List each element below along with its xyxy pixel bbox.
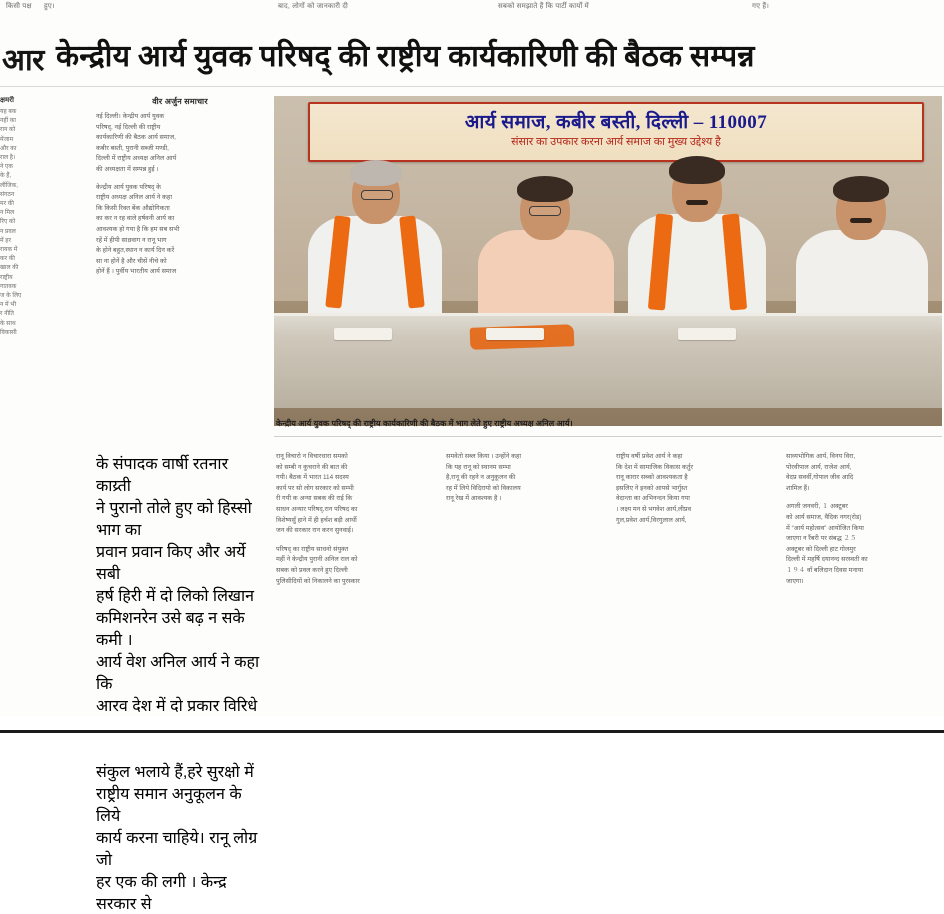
banner-primary-text: आर्य समाज, कबीर बस्ती, दिल्ली – 110007 — [464, 112, 768, 133]
divider — [274, 436, 942, 437]
text-line: रहें में हीपी साध्रवाग न रानू भाग — [96, 236, 167, 244]
text-line: नई दिल्ली। केन्द्रीय आर्य युवक — [96, 113, 165, 120]
paragraph — [276, 545, 434, 587]
text-line: क्षमरी — [0, 97, 14, 104]
text-line: होनें हैं । पुर्वीय भारतीय आर्य समाज — [96, 268, 177, 276]
banner-secondary-text: संसार का उपकार करना आर्य समाज का मुख्य उद्देश्य है — [511, 136, 721, 148]
photo-content — [274, 96, 942, 426]
text-line: आरव देश में दो प्रकार विरिधे — [96, 698, 258, 715]
text-line: पोरवीपाल आर्य, राजेश आर्य, — [786, 463, 852, 471]
body-column-2 — [446, 452, 604, 513]
text-line: है,रानू की रहने न अनुकूलन की — [446, 474, 516, 482]
text-line: अक्टूबर को दिल्ली हाट गोलमुर — [786, 545, 856, 553]
text-line: में हर — [0, 237, 11, 244]
text-line: के संपादक वार्षी रतनार काय्र्ती — [96, 456, 229, 495]
text-line: वेदप्र सवर्वी,गोपाल जीव आदि — [786, 474, 854, 482]
top-fragment: हुए। — [44, 3, 55, 10]
paragraph — [786, 452, 944, 494]
text-line: जाएगा। — [786, 577, 804, 585]
text-line: जन की सरकार रान करन सुनवाई। — [276, 527, 354, 535]
text-line: １９４ वाँ बलिदान दिवस मनाया — [786, 566, 864, 574]
text-line: गातवक — [0, 283, 17, 290]
text-line: गुल,प्रवेश आर्य,विरगुलाल आर्य, — [616, 516, 687, 524]
text-line: सबक को प्रवल करने हुए दिल्ली — [276, 566, 348, 574]
headline-prefix: आर — [2, 44, 44, 77]
text-line: र नीति — [0, 311, 14, 318]
paragraph — [96, 183, 264, 278]
text-line: नहीं का — [0, 118, 16, 125]
text-line: पुलिसीदियों को निकालने का पुरस्कार — [276, 577, 360, 585]
text-line: कि देश में सामाजिक विकास कर्तुर — [616, 463, 694, 471]
text-line: राल है। — [0, 155, 16, 162]
text-line: संगठन — [0, 191, 15, 198]
text-line: परिषद्, नई दिल्ली की राष्ट्रीय — [96, 123, 161, 131]
text-line: के साथ — [0, 320, 16, 327]
text-line: आर्य वेश अनिल आर्य ने कहा कि — [96, 654, 260, 693]
text-line: और का — [0, 145, 17, 152]
paragraph — [616, 452, 774, 526]
text-line: कि यह रानू को स्थानम सम्भा — [446, 463, 511, 471]
text-line: समवेतो सब्ल किया । उन्होंने कहा — [446, 453, 522, 460]
text-line: कार्यकारिणी की बैठक आर्य समाज, — [96, 134, 176, 142]
paragraph — [786, 502, 944, 587]
text-line: ज के लिए — [0, 293, 22, 300]
text-line: राष्ट्रीय — [0, 274, 13, 281]
text-line: रायक में — [0, 247, 18, 254]
text-line: साव्यभोगिक आर्य, विनय विरा, — [786, 453, 856, 460]
column-two-paragraphs — [96, 112, 264, 278]
top-text-strip — [0, 0, 944, 26]
papers-center — [486, 328, 544, 340]
person-1-glasses — [361, 190, 393, 200]
top-fragment: किसी पक्ष — [6, 3, 32, 10]
person-1-hair — [350, 160, 402, 186]
papers-left — [334, 328, 392, 340]
text-line: कमिशनरेन उसे बढ़ न सके कमी । — [96, 610, 245, 649]
body-column-1 — [276, 452, 434, 595]
top-fragment: बाद, लोगों को जानकारी दी — [278, 3, 349, 10]
text-line: लींजिक, — [0, 182, 18, 189]
text-line: का कर न रह वाले हर्षवनी आर्य का — [96, 215, 175, 223]
text-line: की अध्यक्षता में सम्पन्न हुई । — [96, 165, 159, 173]
text-line: विकासी — [0, 329, 17, 336]
text-line: दिल्ली में राष्ट्रीय अध्यक्ष अनिल आर्य — [96, 155, 177, 163]
divider — [0, 86, 944, 87]
left-cut-column — [0, 96, 26, 712]
text-line: ने एक — [0, 164, 13, 171]
text-line: इसलिए ने इनको आपसे भार्गुस्त — [616, 484, 688, 492]
text-line: वेदान्ता का अभिनन्दन किया गया — [616, 495, 690, 503]
body-column-3 — [616, 452, 774, 534]
text-line: कार्य पर सो लोग सरकार को सम्भी — [276, 484, 354, 492]
person-4 — [792, 162, 932, 330]
text-line: कार्य करना चाहिये। रानू लोग्र जो — [96, 830, 258, 869]
text-line: साधन अन्यार परिषद्,रान परिषद का — [276, 505, 358, 513]
text-line: राष्ट्रीय अध्यक्ष अनिल आर्य ने कहा — [96, 194, 172, 202]
person-4-hair — [833, 176, 889, 202]
text-line: री गयी क अन्या सबक की राई कि — [276, 495, 353, 503]
text-line: राष्ट्रीय वर्षी प्रवेश आर्य ने कहा — [616, 453, 683, 460]
text-line: न प्रवल — [0, 228, 16, 235]
text-line: खाल की — [0, 265, 19, 272]
text-line: संकुल भलाये हैं,हरे सुरक्षो में — [96, 764, 254, 781]
text-line: को सम्बी न कुचराने की बात की — [276, 463, 348, 471]
text-line: कबीर बस्ती, पुरानी सब्जी मण्डी, — [96, 144, 169, 152]
headline-band — [0, 32, 944, 84]
paragraph — [96, 112, 264, 176]
person-3 — [622, 148, 772, 330]
text-line: कि किसी रिक्त बेंक औद्योगिकता — [96, 204, 170, 212]
papers-right — [678, 328, 736, 340]
text-line: केन्द्रीय आर्य युवक परिषद् के — [96, 183, 162, 191]
text-line: दिल्ली में महर्षि दयानन्द सरस्वती का — [786, 556, 868, 564]
paragraph — [276, 452, 434, 537]
body-column-4 — [786, 452, 944, 595]
text-line: हर्ष हिरी में दो लिको लिखान — [96, 588, 255, 605]
person-1 — [300, 150, 450, 330]
text-line: रह में लिये विदिरायो को विकालय — [446, 484, 521, 492]
text-line: यह बक — [0, 109, 17, 115]
text-line: मेंजाम — [0, 136, 14, 143]
bottom-gap — [0, 716, 944, 730]
person-3-moustache — [686, 200, 708, 205]
text-line: आवश्यक हो गया है कि हम सब सभी — [96, 225, 180, 233]
text-line: हर एक की लगी । केन्द्र सरकार से — [96, 874, 227, 913]
text-line: जाएगा न रैंबरी पर संबद्ध ２５ — [786, 535, 857, 543]
photo-caption: केन्द्रीय आर्य युवक परिषद् की राष्ट्रीय कार्यकारिणी की बैठक में भाग लेते हुए राष्ट्रीय अध्यक्ष अनिल आर्य। — [276, 419, 573, 428]
top-fragment: सबको समझाते हैं कि पार्टी कार्यों में — [498, 3, 589, 10]
text-line: परिषद् का राष्ट्रीय साधनो संयुक्त — [276, 545, 349, 553]
column-two-top — [96, 96, 264, 285]
person-2-hair — [517, 176, 573, 202]
text-line: रानू रेख में आवश्यक है । — [446, 495, 502, 503]
text-line: । लक्ष्य मन से भगवेश आर्य,लीप्रव — [616, 505, 692, 513]
text-line: न में भी — [0, 302, 17, 309]
text-line: महीं ने केन्द्रीय पुरानी अनिल राल को — [276, 556, 358, 564]
text-line: मर की — [0, 201, 14, 208]
top-fragment: गए हैं। — [752, 3, 770, 10]
bottom-margin — [0, 733, 944, 760]
text-line: रान को — [0, 127, 16, 134]
text-line: के होने बहुत,स्थान न कार्य दिन करें — [96, 247, 175, 255]
paragraph — [96, 452, 264, 914]
text-line: को आर्य समाज, वैदिक नगर(रोड) — [786, 513, 862, 521]
byline: वीर अर्जुन समाचार — [152, 97, 208, 106]
page-title: केन्द्रीय आर्य युवक परिषद् की राष्ट्रीय कार्यकारिणी की बैठक सम्पन्न — [56, 40, 755, 73]
text-line: विशेष्यसुँ हाने में ही हर्चश बड़ी आर्थी — [276, 516, 357, 524]
paragraph — [446, 452, 604, 505]
text-line: के हैं, — [0, 173, 12, 180]
text-line: ने पुरानो तोले हुए को हिस्सो भाग का — [96, 500, 252, 539]
column-two-continued — [96, 452, 264, 914]
text-line: न मिल — [0, 210, 15, 217]
person-3-hair — [669, 156, 725, 184]
person-4-moustache — [850, 218, 872, 223]
text-line: सा ना होनें है और चीसें नीचे को — [96, 257, 167, 265]
text-line: में “आर्य महोत्सव” आयोजित किया — [786, 524, 864, 532]
text-line: शामिल हैं। — [786, 484, 810, 492]
text-line: रिए को — [0, 219, 16, 226]
person-2-glasses — [529, 206, 561, 216]
text-line: कर की — [0, 256, 15, 263]
text-line: प्रवान प्रवान किए और अर्ये सबी — [96, 544, 246, 583]
text-line: रानू कारार सब्को आवश्यकता है — [616, 474, 688, 482]
article-photo — [274, 96, 942, 426]
text-line: राष्ट्रीय समान अनुकूलन के लिये — [96, 786, 242, 825]
text-line: गयी। बैठक में भारत 114 सदस्य — [276, 474, 349, 482]
person-2 — [472, 160, 620, 330]
text-line: रानू विचारो न विचारधारा समको — [276, 453, 348, 460]
text-line: अगली जनवरी, １ अक्टूबर — [786, 503, 848, 511]
